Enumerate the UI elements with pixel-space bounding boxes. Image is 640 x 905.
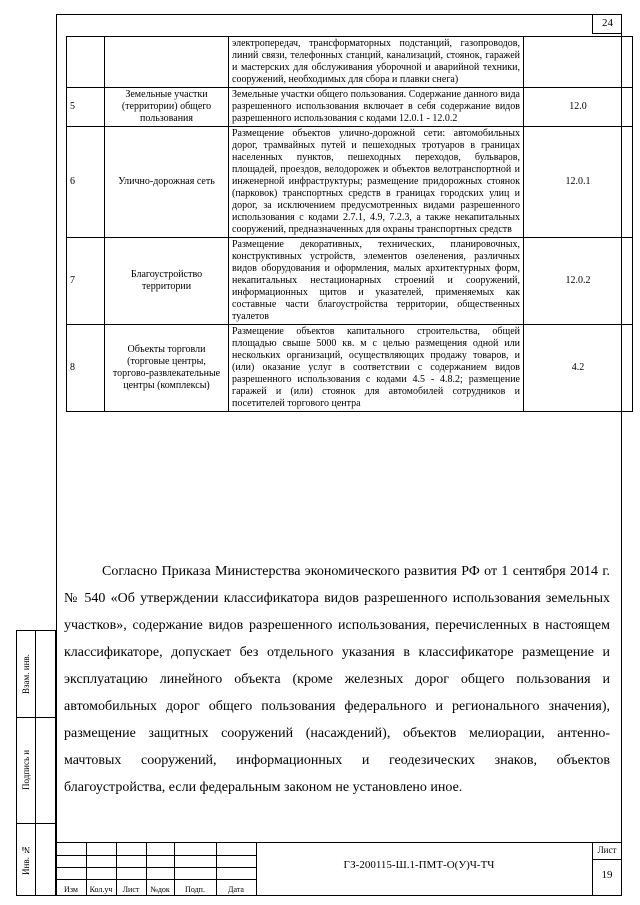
row-code: 4.2 [524, 325, 633, 412]
row-code: 12.0.1 [524, 127, 633, 238]
side-label-inv: Инв. № [21, 844, 31, 876]
side-label-vzam: Взам. инв. [21, 654, 31, 694]
row-number: 7 [67, 238, 105, 325]
document-code: ГЗ-200115-Ш.1-ПМТ-О(У)Ч-ТЧ [343, 859, 495, 871]
corner-page-number: 24 [592, 14, 622, 34]
row-description: Земельные участки общего пользования. Содержание данного вида разрешенного использования включает в себя содержание видов разрешенного использования с кодами 12.0.1 - 12.0.2 [229, 88, 524, 127]
row-description: электропередач, трансформаторных подстанций, газопроводов, линий связи, телефонных станций, канализаций, стоянок, гаражей и мастерских для обслуживания уборочной и аварийной техники, сооружений, необходимых для сбора и плавки снега) [229, 37, 524, 88]
row-name: Благоустройство территории [105, 238, 229, 325]
col-podp: Подп. [185, 885, 205, 894]
table-row [67, 238, 633, 325]
row-number: 8 [67, 325, 105, 412]
row-name [105, 37, 229, 88]
table-row [67, 127, 633, 238]
table-row [67, 325, 633, 412]
sheet-number: 19 [601, 869, 613, 881]
col-izm: Изм [64, 885, 78, 894]
body-paragraph: Согласно Приказа Министерства экономического развития РФ от 1 сентября 2014 г. № 540 «Об утверждении классификатора видов разрешенного использования земельных участков», содержание видов разрешенного использования, перечисленных в настоящем классификаторе, допускает без отдельного указания в классификаторе размещение и эксплуатацию линейного объекта (кроме железных дорог общего пользования и автомобильных дорог общего пользования федерального и регионального значения), размещение защитных сооружений (насаждений), объектов мелиорации, антенно-мачтовых сооружений, информационных и геодезических знаков, объектов благоустройства, если федеральным законом не установлено иное. [64, 564, 610, 795]
row-description: Размещение объектов капитального строительства, общей площадью свыше 5000 кв. м с целью размещения одной или нескольких организаций, осуществляющих продажу товаров, и (или) оказание услуг в соответствии с содержанием видов разрешенного использования с кодами 4.5 - 4.8.2; размещение гаражей и (или) стоянок для автомобилей сотрудников и посетителей торгового центра [229, 325, 524, 412]
row-code: 12.0.2 [524, 238, 633, 325]
col-kol-uch: Кол.уч [89, 885, 113, 894]
row-code: 12.0 [524, 88, 633, 127]
table-row [67, 37, 633, 88]
row-name: Земельные участки (территории) общего пользования [105, 88, 229, 127]
row-name: Улично-дорожная сеть [105, 127, 229, 238]
col-data: Дата [228, 885, 244, 894]
row-description: Размещение декоративных, технических, планировочных, конструктивных устройств, элементов озеленения, различных видов оборудования и оформления, малых архитектурных форм, некапитальных нестационарных строений и сооружений, информационных щитов и указателей, применяемых как составные части благоустройства территории, общественных туалетов [229, 238, 524, 325]
row-number: 6 [67, 127, 105, 238]
table-row [67, 88, 633, 127]
title-block [56, 842, 622, 896]
col-list: Лист [122, 885, 140, 894]
side-label-podpis: Подпись и [21, 749, 31, 791]
row-number [67, 37, 105, 88]
row-name: Объекты торговли (торговые центры, торгово-развлекательные центры (комплексы) [105, 325, 229, 412]
row-number: 5 [67, 88, 105, 127]
land-use-table [66, 36, 633, 412]
row-code [524, 37, 633, 88]
sheet-label: Лист [597, 845, 617, 855]
col-ndok: №док [150, 885, 170, 894]
row-description: Размещение объектов улично-дорожной сети: автомобильных дорог, трамвайных путей и пешеходных тротуаров в границах населенных пунктов, пешеходных переходов, бульваров, площадей, проездов, велодорожек и объектов велотранспортной и инженерной инфраструктуры; размещение придорожных стоянок (парковок) транспортных средств в границах городских улиц и дорог, за исключением предусмотренных видами разрешенного использования с кодами 2.7.1, 4.9, 7.2.3, а также некапитальных сооружений, предназначенных для охраны транспортных средств [229, 127, 524, 238]
side-stamp [16, 630, 56, 896]
